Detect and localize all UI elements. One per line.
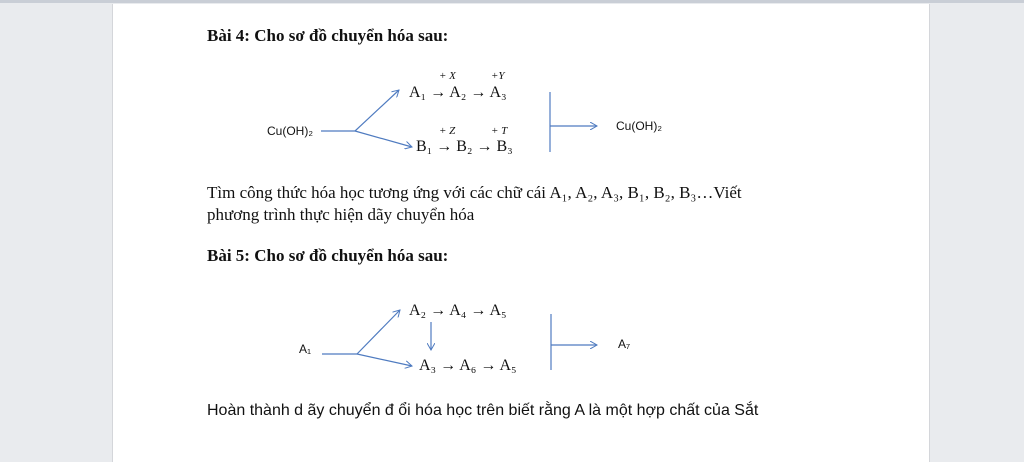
- bai4-row-a: A₁ → A₂ → A₃: [409, 84, 507, 101]
- bai4-reagent-x: + X: [439, 70, 456, 82]
- bai4-reagent-z: + Z: [439, 125, 456, 137]
- bai4-text-line1: Tìm công thức hóa học tương ứng với các chữ cái A₁, A₂, A₃, B₁, B₂, B₃…Viết: [207, 183, 742, 202]
- bai4-reagent-y: +Y: [491, 70, 505, 82]
- bai5-arrow-down: [357, 354, 412, 366]
- document-page: [112, 4, 930, 462]
- bai5-heading: Bài 5: Cho sơ đồ chuyển hóa sau:: [207, 246, 449, 265]
- bai5-text: Hoàn thành d ãy chuyển đ ổi hóa học trên biết rằng A là một hợp chất của Sắt: [207, 402, 759, 419]
- bai5-row-top: A₂ → A₄ → A₅: [409, 302, 507, 319]
- bai4-row-b: B₁ → B₂ → B₃: [416, 138, 513, 155]
- bai4-end-compound: Cu(OH)₂: [616, 119, 662, 133]
- bai4-text-line2: phương trình thực hiện dãy chuyển hóa: [207, 205, 475, 224]
- diagram-lines: [113, 4, 929, 462]
- window-top-border: [0, 0, 1024, 3]
- bai4-arrow-up: [355, 90, 399, 131]
- bai4-arrow-down: [355, 131, 412, 147]
- bai5-arrow-up: [357, 310, 400, 354]
- bai4-reagent-t: + T: [491, 125, 508, 137]
- bai5-end-compound: A₇: [618, 337, 631, 351]
- bai5-row-bottom: A₃ → A₆ → A₅: [419, 357, 517, 374]
- bai5-start-compound: A₁: [299, 342, 312, 356]
- bai4-start-compound: Cu(OH)₂: [267, 124, 313, 138]
- bai4-heading: Bài 4: Cho sơ đồ chuyển hóa sau:: [207, 26, 449, 45]
